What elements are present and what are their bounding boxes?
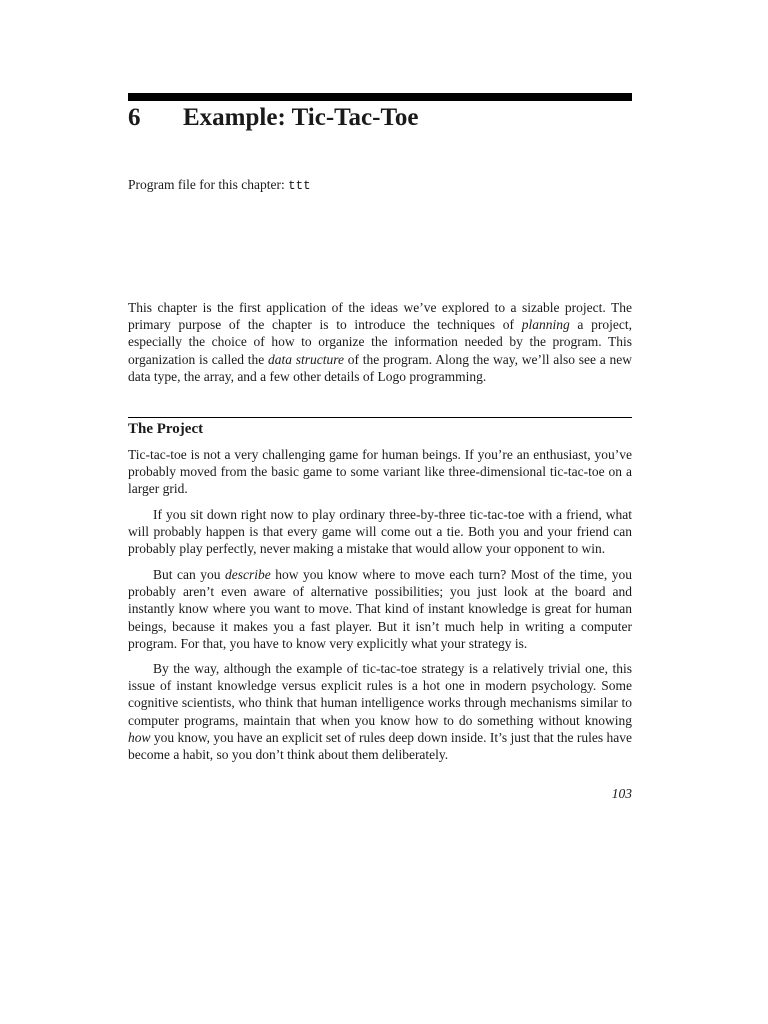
intro-text-1: This chapter is the first application of the ideas we’ve explored to a sizable project. The primary purpose of the chapter is to introduce the techniques of bbox=[128, 300, 632, 333]
paragraph-4 bbox=[128, 660, 632, 763]
paragraph-1: Tic-tac-toe is not a very challenging game for human beings. If you’re an enthusiast, you’ve probably moved from the basic game to some variant like three-dimensional tic-tac-toe on a larger grid. bbox=[128, 447, 632, 497]
program-file-name: ttt bbox=[288, 179, 311, 193]
paragraph-2: If you sit down right now to play ordinary three-by-three tic-tac-toe with a friend, what will probably happen is that every game will come out a tie. Both you and your friend can probably play perfectly, never making a mistake that would allow your opponent to win. bbox=[128, 507, 632, 557]
paragraph-3-text-2: how you know where to move each turn? Most of the time, you probably aren’t even aware of alternative possibilities; you just look at the board and instantly know where you want to move. That kind of instant knowledge is great for human beings, because it makes you a fast player. But it isn’t much help in writing a computer program. For that, you have to know very explicitly what your strategy is. bbox=[128, 567, 632, 651]
program-file-line bbox=[128, 175, 311, 196]
page-number: 103 bbox=[611, 786, 632, 801]
book-page bbox=[128, 0, 632, 1024]
chapter-heading bbox=[128, 100, 632, 136]
intro-emphasis-planning: planning bbox=[521, 317, 570, 333]
program-file-label: Program file for this chapter: bbox=[128, 177, 289, 192]
intro-text-3: of the program. Along the way, we’ll also see a new data type, the array, and a few other details of Logo programming. bbox=[128, 351, 632, 384]
paragraph-4-emphasis-how: how bbox=[128, 729, 151, 745]
paragraph-3-emphasis-describe: describe bbox=[225, 567, 271, 582]
intro-text-2: a project, especially the choice of how to organize the information needed by the program. This organization is called the bbox=[128, 317, 632, 367]
paragraph-3-text-1: But can you bbox=[153, 567, 226, 582]
section-rule bbox=[128, 417, 632, 418]
intro-paragraph bbox=[128, 299, 632, 385]
paragraph-3 bbox=[128, 566, 632, 652]
paragraph-4-text-1: By the way, although the example of tic-tac-toe strategy is a relatively trivial one, this issue of instant knowledge versus explicit rules is a hot one in modern psychology. Some cognitive scientists, who think that human intelligence works through mechanisms similar to computer programs, maintain that when you know how to do something without knowing bbox=[128, 661, 632, 728]
paragraph-4-text-2: you know, you have an explicit set of rules deep down inside. It’s just that the rules have become a habit, so you don’t think about them deliberately. bbox=[128, 729, 632, 763]
section-title: The Project bbox=[128, 421, 204, 437]
intro-emphasis-data-structure: data structure bbox=[268, 351, 345, 367]
chapter-title: Example: Tic-Tac-Toe bbox=[183, 104, 419, 131]
chapter-number: 6 bbox=[128, 104, 141, 131]
